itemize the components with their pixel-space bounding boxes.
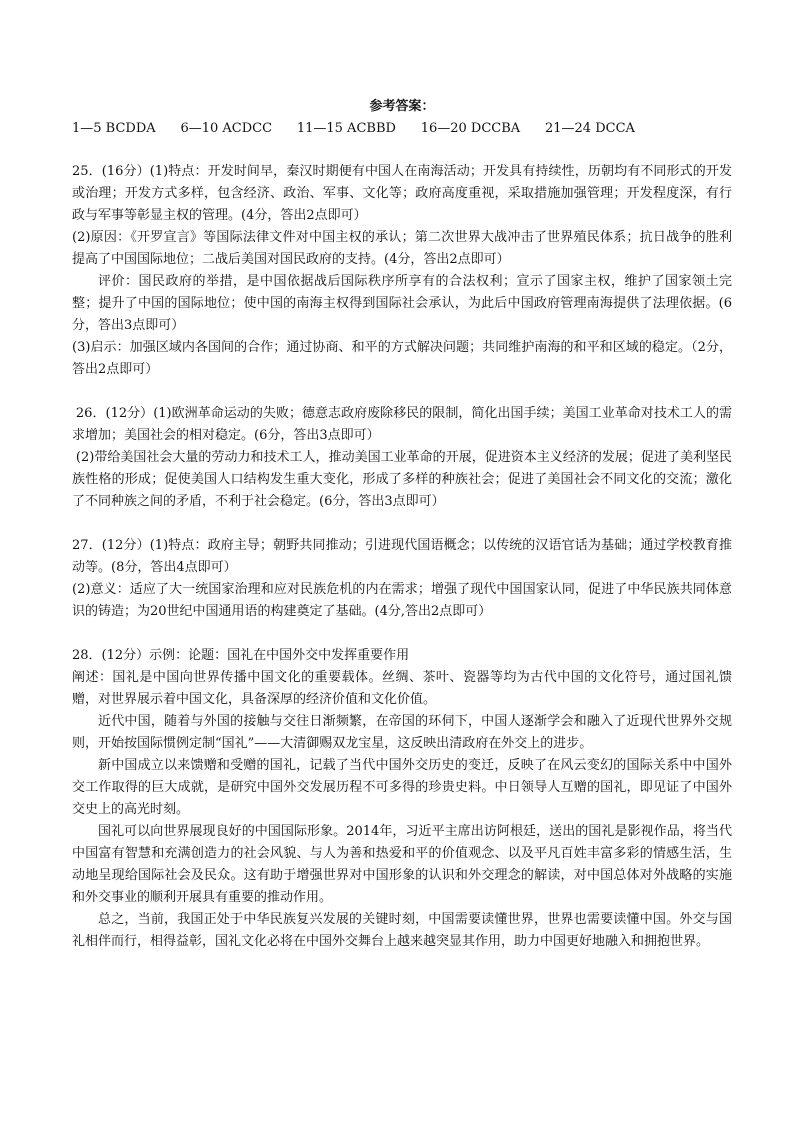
q25-part3: (3)启示：加强区域内各国间的合作；通过协商、和平的方式解决问题；共同维护南海的和平和区域的稳定。（2分，答出2点即可） (72, 340, 732, 377)
q28-thesis: 28．(12分）示例：论题：国礼在中国外交中发挥重要作用 (72, 648, 410, 663)
q27-part2: (2)意义：适应了大一统国家治理和应对民族危机的内在需求；增强了现代中国国家认同，促进了中华民族共同体意识的铸造；为20世纪中国通用语的构建奠定了基础。(4分,答出2点即可） (72, 582, 732, 619)
question-27-section (72, 535, 732, 623)
question-25-section (72, 161, 732, 381)
question-28-section (72, 645, 732, 953)
q26-part2: (2)带给美国社会大量的劳动力和技术工人，推动美国工业革命的开展，促进资本主义经济的发展；促进了美利坚民族性格的形成；促使美国人口结构发生重大变化，形成了多样的种族社会；促进了美国社会不同文化的交流；激化了不同种族之间的矛盾，不利于社会稳定。(6分，答出3点即可） (72, 450, 732, 509)
q28-modern-china: 近代中国，随着与外国的接触与交往日渐频繁，在帝国的环伺下，中国人逐渐学会和融入了近现代世界外交规则，开始按国际惯例定制“国礼”——大清御赐双龙宝星，这反映出清政府在外交上的进步。 (72, 714, 732, 751)
q25-evaluation: 评价：国民政府的举措，是中国依据战后国际秩序所享有的合法权利；宣示了国家主权，维护了国家领土完整；提升了中国的国际地位；使中国的南海主权得到国际社会承认，为此后中国政府管理南海提供了法理依据。(6分，答出3点即可） (72, 274, 732, 333)
q27-part1: 27．(12分）(1)特点：政府主导；朝野共同推动；引进现代国语概念；以传统的汉语官话为基础；通过学校教育推动等。(8分，答出4点即可） (72, 538, 732, 575)
page-title: 参考答案： (369, 99, 435, 114)
q28-conclusion: 总之，当前，我国正处于中华民族复兴发展的关键时刻，中国需要读懂世界，世界也需要读懂中国。外交与国礼相伴而行，相得益彰，国礼文化必将在中国外交舞台上越来越突显其作用，助力中国更好地融入和拥抱世界。 (72, 912, 732, 949)
q28-new-china: 新中国成立以来馈赠和受赠的国礼，记载了当代中国外交历史的变迁，反映了在风云变幻的国际关系中中国外交工作取得的巨大成就，是研究中国外交发展历程不可多得的珍贵史料。中日领导人互赠的国礼，即见证了中国外交史上的高光时刻。 (72, 758, 732, 817)
q25-part1: 25．(16分）(1)特点：开发时间早，秦汉时期便有中国人在南海活动；开发具有持续性，历朝均有不同形式的开发或治理；开发方式多样，包含经济、政治、军事、文化等；政府高度重视，采取措施加强管理；开发程度深，有行政与军事等彰显主权的管理。(4分，答出2点即可） (72, 164, 732, 223)
q25-part2: (2)原因：《开罗宣言》等国际法律文件对中国主权的承认；第二次世界大战冲击了世界殖民体系；抗日战争的胜利提高了中国国际地位；二战后美国对国民政府的支持。(4分，答出2点即可） (72, 230, 732, 267)
q26-part1: 26．(12分）(1)欧洲革命运动的失败；德意志政府废除移民的限制，简化出国手续；美国工业革命对技术工人的需求增加；美国社会的相对稳定。(6分，答出3点即可） (72, 406, 732, 443)
multiple-choice-answers: 1—5 BCDDA 6—10 ACDCC 11—15 ACBBD 16—20 DCCBA 21—24 DCCA (72, 121, 635, 136)
q28-national-image: 国礼可以向世界展现良好的中国国际形象。2014年，习近平主席出访阿根廷，送出的国礼是影视作品，将当代中国富有智慧和充满创造力的社会风貌、与人为善和热爱和平的价值观念、以及平凡百姓丰富多彩的情感生活，生动地呈现给国际社会及民众。这有助于增强世界对中国形象的认识和外交理念的解读，对中国总体对外战略的实施和外交事业的顺利开展具有重要的推动作用。 (72, 824, 732, 905)
question-26-section (72, 403, 732, 513)
answer-key-content (72, 96, 732, 953)
q28-elaboration: 阐述：国礼是中国向世界传播中国文化的重要载体。丝绸、茶叶、瓷器等均为古代中国的文化符号，通过国礼馈赠，对世界展示着中国文化，具备深厚的经济价值和文化价值。 (72, 670, 732, 707)
